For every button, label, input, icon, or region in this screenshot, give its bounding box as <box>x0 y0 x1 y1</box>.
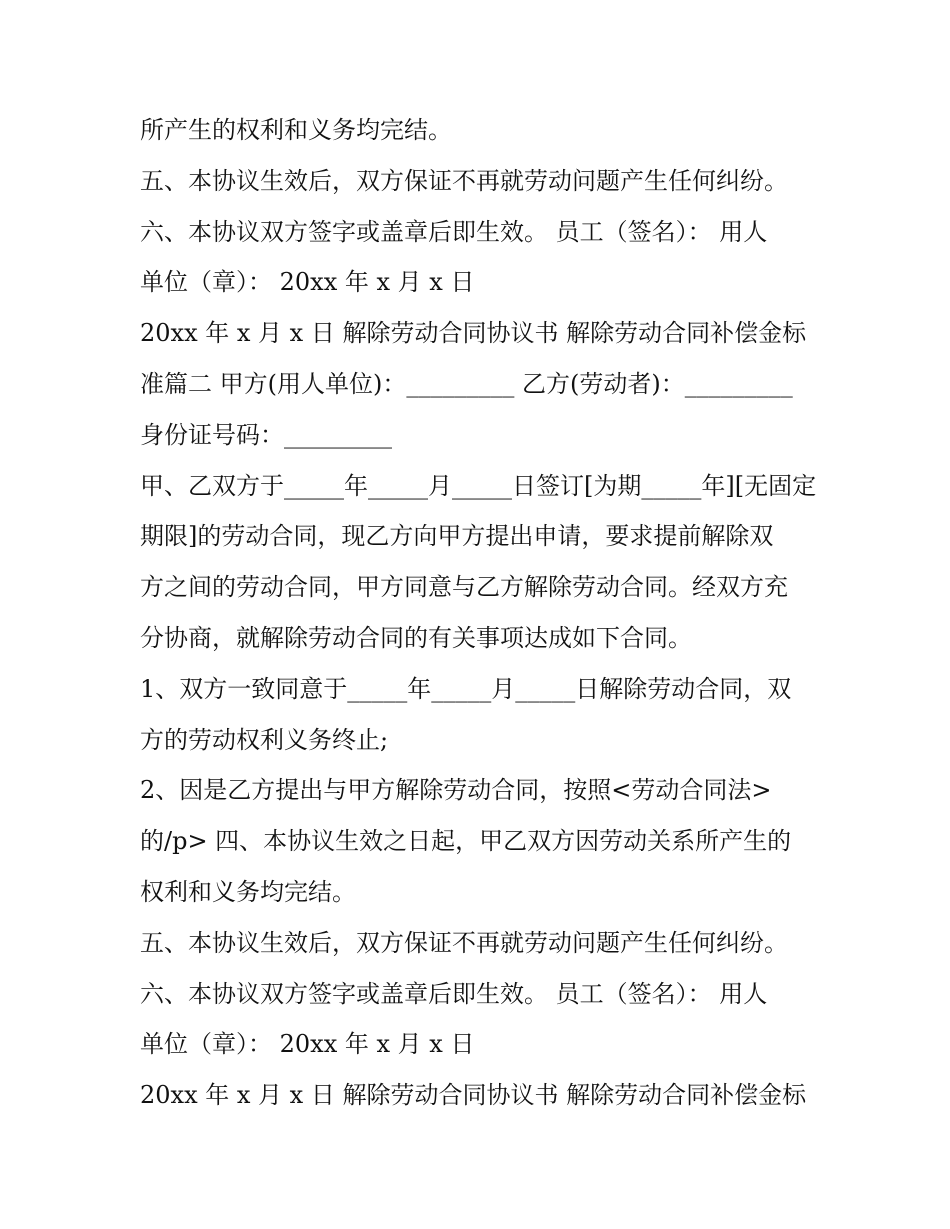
document-line: 期限]的劳动合同，现乙方向甲方提出申请，要求提前解除双 <box>140 522 774 551</box>
document-line: 单位（章）： 20xx 年 x 月 x 日 <box>140 1030 475 1059</box>
document-line: 单位（章）： 20xx 年 x 月 x 日 <box>140 268 475 297</box>
document-line: 权利和义务均完结。 <box>140 877 356 906</box>
document-line: 分协商，就解除劳动合同的有关事项达成如下合同。 <box>140 623 692 652</box>
document-line: 甲、乙双方于_____年_____月_____日签订[为期_____年][无固定 <box>140 471 817 500</box>
document-line: 2、因是乙方提出与甲方解除劳动合同，按照<劳动合同法> <box>140 776 772 805</box>
document-line: 方的劳动权利义务终止; <box>140 725 389 754</box>
document-line: 五、本协议生效后，双方保证不再就劳动问题产生任何纠纷。 <box>140 928 788 957</box>
document-body <box>140 105 820 1121</box>
document-line: 五、本协议生效后，双方保证不再就劳动问题产生任何纠纷。 <box>140 166 788 195</box>
document-line: 身份证号码：_________ <box>140 420 392 449</box>
document-line: 准篇二 甲方(用人单位)：_________ 乙方(劳动者)：_________ <box>140 369 793 398</box>
document-line: 20xx 年 x 月 x 日 解除劳动合同协议书 解除劳动合同补偿金标 <box>140 319 807 348</box>
document-line: 六、本协议双方签字或盖章后即生效。 员工（签名）： 用人 <box>140 217 768 246</box>
document-line: 1、双方一致同意于_____年_____月_____日解除劳动合同，双 <box>140 674 792 703</box>
document-line: 方之间的劳动合同，甲方同意与乙方解除劳动合同。经双方充 <box>140 573 788 602</box>
document-line: 的/p> 四、本协议生效之日起，甲乙双方因劳动关系所产生的 <box>140 827 792 856</box>
document-line: 六、本协议双方签字或盖章后即生效。 员工（签名）： 用人 <box>140 979 768 1008</box>
document-line: 所产生的权利和义务均完结。 <box>140 116 452 144</box>
document-line: 20xx 年 x 月 x 日 解除劳动合同协议书 解除劳动合同补偿金标 <box>140 1081 807 1110</box>
